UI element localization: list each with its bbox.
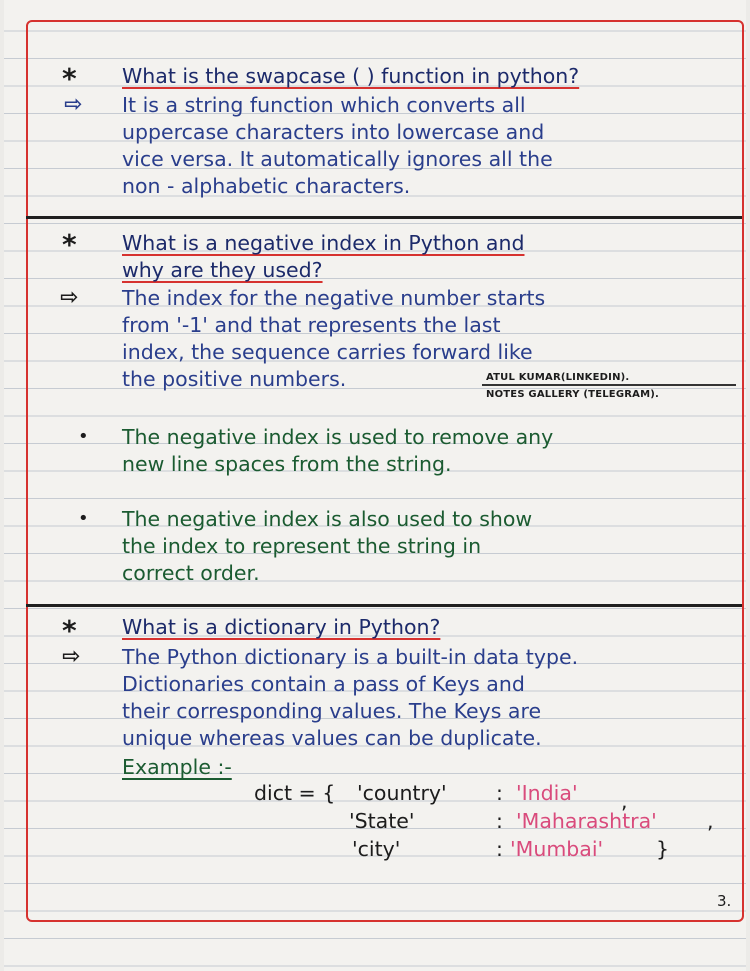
code-prefix: dict = { bbox=[254, 781, 336, 805]
page-number: 3. bbox=[717, 892, 732, 910]
bullet-icon: • bbox=[78, 426, 89, 447]
bullet-1-line: The negative index is used to remove any bbox=[122, 425, 554, 449]
code-end: , bbox=[707, 809, 714, 833]
answer-2-line: from '-1' and that represents the last bbox=[122, 313, 501, 337]
answer-3-line: their corresponding values. The Keys are bbox=[122, 699, 542, 723]
code-key: 'State' bbox=[349, 809, 415, 833]
answer-3-line: unique whereas values can be duplicate. bbox=[122, 726, 542, 750]
answer-1-line: uppercase characters into lowercase and bbox=[122, 120, 545, 144]
answer-3-line: The Python dictionary is a built-in data type. bbox=[122, 645, 579, 669]
arrow-right-icon: ⇨ bbox=[60, 285, 79, 310]
answer-1-line: vice versa. It automatically ignores all the bbox=[122, 147, 553, 171]
star-icon: * bbox=[62, 62, 77, 95]
code-key: 'country' bbox=[357, 781, 447, 805]
question-1-title: What is the swapcase ( ) function in python? bbox=[122, 64, 580, 88]
code-colon: : bbox=[496, 837, 503, 861]
code-colon: : bbox=[496, 809, 503, 833]
code-value: 'Mumbai' bbox=[510, 837, 604, 861]
notebook-page bbox=[4, 0, 746, 971]
answer-2-line: index, the sequence carries forward like bbox=[122, 340, 533, 364]
answer-1-line: It is a string function which converts all bbox=[122, 93, 526, 117]
question-2-title: What is a negative index in Python and bbox=[122, 231, 525, 255]
arrow-right-icon: ⇨ bbox=[62, 644, 81, 669]
bullet-2-line: correct order. bbox=[122, 561, 260, 585]
code-value: 'Maharashtra' bbox=[516, 809, 657, 833]
arrow-right-icon: ⇨ bbox=[64, 92, 83, 117]
code-end: , bbox=[621, 789, 628, 813]
star-icon: * bbox=[62, 228, 77, 261]
example-label: Example :- bbox=[122, 755, 232, 779]
answer-2-line: the positive numbers. bbox=[122, 367, 347, 391]
credit-linkedin: ATUL KUMAR(LINKEDIN). bbox=[486, 372, 630, 383]
code-colon: : bbox=[496, 781, 503, 805]
bullet-2-line: The negative index is also used to show bbox=[122, 507, 533, 531]
bullet-1-line: new line spaces from the string. bbox=[122, 452, 452, 476]
question-2-title: why are they used? bbox=[122, 258, 323, 282]
question-3-title: What is a dictionary in Python? bbox=[122, 615, 441, 639]
code-end: } bbox=[656, 837, 670, 861]
answer-3-line: Dictionaries contain a pass of Keys and bbox=[122, 672, 525, 696]
answer-1-line: non - alphabetic characters. bbox=[122, 174, 411, 198]
credit-telegram: NOTES GALLERY (TELEGRAM). bbox=[486, 389, 659, 400]
answer-2-line: The index for the negative number starts bbox=[122, 286, 546, 310]
credit-underline bbox=[482, 384, 736, 386]
bullet-2-line: the index to represent the string in bbox=[122, 534, 482, 558]
code-key: 'city' bbox=[352, 837, 401, 861]
code-value: 'India' bbox=[516, 781, 578, 805]
section-divider bbox=[26, 216, 742, 219]
bullet-icon: • bbox=[78, 508, 89, 529]
section-divider bbox=[26, 604, 742, 607]
star-icon: * bbox=[62, 614, 77, 647]
